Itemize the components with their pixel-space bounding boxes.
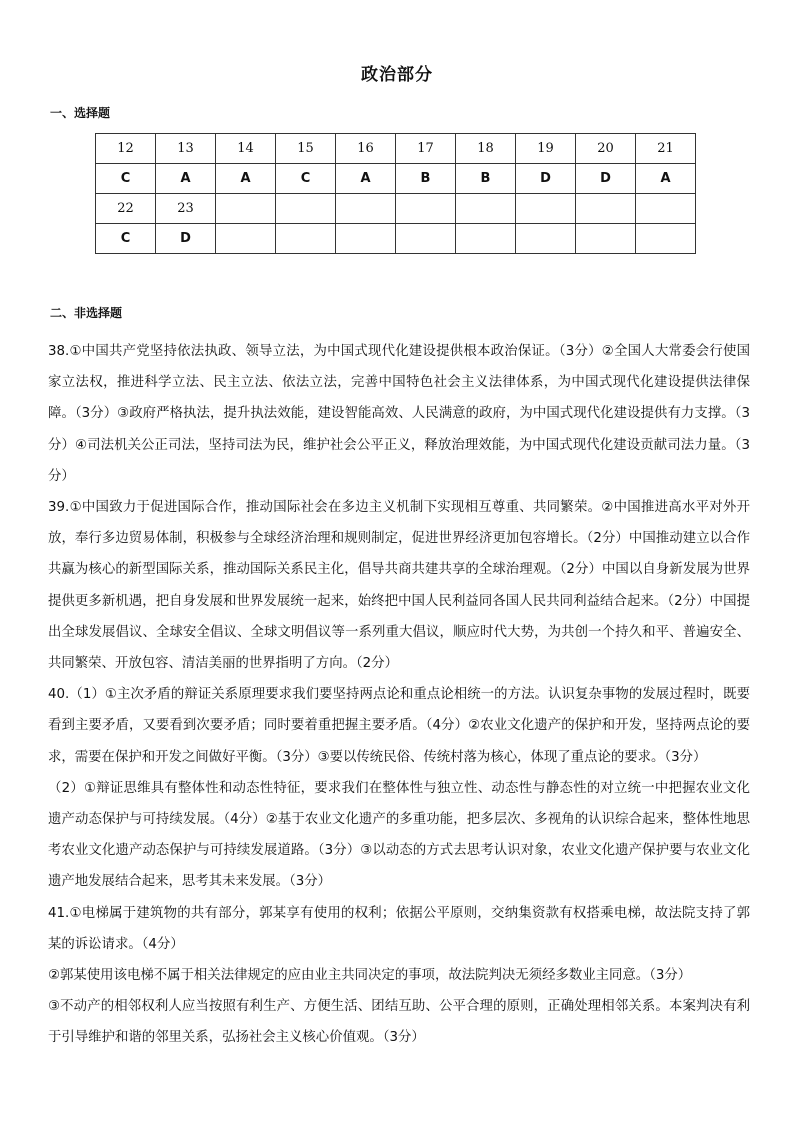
answer-cell: A xyxy=(216,164,276,194)
answer-row xyxy=(96,224,696,254)
question-number-row xyxy=(96,194,696,224)
question-number: 20 xyxy=(576,134,636,164)
empty-cell xyxy=(516,224,576,254)
answer-38: 38.①中国共产党坚持依法执政、领导立法，为中国式现代化建设提供根本政治保证。（3分）②全国人大常委会行使国家立法权，推进科学立法、民主立法、依法立法，完善中国特色社会主义法律体系，为中国式现代化建设提供法律保障。（3分）③政府严格执法，提升执法效能，建设智能高效、人民满意的政府，为中国式现代化建设提供有力支撑。（3分）④司法机关公正司法，坚持司法为民，维护社会公平正义，释放治理效能，为中国式现代化建设贡献司法力量。（3分） xyxy=(48,344,750,484)
answer-cell: A xyxy=(156,164,216,194)
empty-cell xyxy=(576,224,636,254)
empty-cell xyxy=(576,194,636,224)
answer-cell: D xyxy=(576,164,636,194)
answer-39: 39.①中国致力于促进国际合作，推动国际社会在多边主义机制下实现相互尊重、共同繁荣。②中国推进高水平对外开放，奉行多边贸易体制，积极参与全球经济治理和规则制定，促进世界经济更加包容增长。（2分）中国推动建立以合作共赢为核心的新型国际关系，推动国际关系民主化，倡导共商共建共享的全球治理观。（2分）中国以自身新发展为世界提供更多新机遇，把自身发展和世界发展统一起来，始终把中国人民利益同各国人民共同利益结合起来。（2分）中国提出全球发展倡议、全球安全倡议、全球文明倡议等一系列重大倡议，顺应时代大势，为共创一个持久和平、普遍安全、共同繁荣、开放包容、清洁美丽的世界指明了方向。（2分） xyxy=(48,500,750,672)
question-number: 14 xyxy=(216,134,276,164)
empty-cell xyxy=(456,194,516,224)
empty-cell xyxy=(216,194,276,224)
answer-cell: C xyxy=(96,164,156,194)
empty-cell xyxy=(336,194,396,224)
empty-cell xyxy=(396,224,456,254)
empty-cell xyxy=(456,224,516,254)
answer-cell: A xyxy=(636,164,696,194)
answer-cell: C xyxy=(96,224,156,254)
empty-cell xyxy=(276,194,336,224)
empty-cell xyxy=(336,224,396,254)
answer-cell: D xyxy=(156,224,216,254)
empty-cell xyxy=(636,224,696,254)
answer-table xyxy=(95,133,696,254)
answer-paragraphs xyxy=(48,336,750,1054)
answer-cell: C xyxy=(276,164,336,194)
empty-cell xyxy=(276,224,336,254)
answer-cell: A xyxy=(336,164,396,194)
question-number: 18 xyxy=(456,134,516,164)
empty-cell xyxy=(396,194,456,224)
answer-40-part-1: 40.（1）①主次矛盾的辩证关系原理要求我们要坚持两点论和重点论相统一的方法。认识复杂事物的发展过程时，既要看到主要矛盾，又要看到次要矛盾；同时要着重把握主要矛盾。（4分）②农业文化遗产的保护和开发，坚持两点论的要求，需要在保护和开发之间做好平衡。（3分）③要以传统民俗、传统村落为核心，体现了重点论的要求。（3分） xyxy=(48,687,750,765)
answer-cell: D xyxy=(516,164,576,194)
empty-cell xyxy=(636,194,696,224)
answer-cell: B xyxy=(396,164,456,194)
question-number: 21 xyxy=(636,134,696,164)
page-title: 政治部分 xyxy=(361,65,433,85)
answer-41-point-1: 41.①电梯属于建筑物的共有部分，郭某享有使用的权利；依据公平原则，交纳集资款有权搭乘电梯，故法院支持了郭某的诉讼请求。（4分） xyxy=(48,905,750,952)
answer-41-point-3: ③不动产的相邻权利人应当按照有利生产、方便生活、团结互助、公平合理的原则，正确处理相邻关系。本案判决有利于引导维护和谐的邻里关系，弘扬社会主义核心价值观。（3分） xyxy=(48,999,750,1046)
question-number: 15 xyxy=(276,134,336,164)
question-number: 16 xyxy=(336,134,396,164)
question-number-row xyxy=(96,134,696,164)
section-heading-choice: 一、选择题 xyxy=(50,106,111,120)
empty-cell xyxy=(516,194,576,224)
question-number: 12 xyxy=(96,134,156,164)
question-number: 22 xyxy=(96,194,156,224)
answer-40-part-2: （2）①辩证思维具有整体性和动态性特征，要求我们在整体性与独立性、动态性与静态性的对立统一中把握农业文化遗产动态保护与可持续发展。（4分）②基于农业文化遗产的多重功能，把多层次、多视角的认识综合起来，整体性地思考农业文化遗产动态保护与可持续发展道路。（3分）③以动态的方式去思考认识对象，农业文化遗产保护要与农业文化遗产地发展结合起来，思考其未来发展。（3分） xyxy=(48,780,750,890)
answer-row xyxy=(96,164,696,194)
section-heading-non-choice: 二、非选择题 xyxy=(50,306,123,320)
question-number: 23 xyxy=(156,194,216,224)
question-number: 13 xyxy=(156,134,216,164)
answer-41-point-2: ②郭某使用该电梯不属于相关法律规定的应由业主共同决定的事项，故法院判决无须经多数业主同意。（3分） xyxy=(48,968,692,984)
question-number: 17 xyxy=(396,134,456,164)
question-number: 19 xyxy=(516,134,576,164)
answer-cell: B xyxy=(456,164,516,194)
empty-cell xyxy=(216,224,276,254)
